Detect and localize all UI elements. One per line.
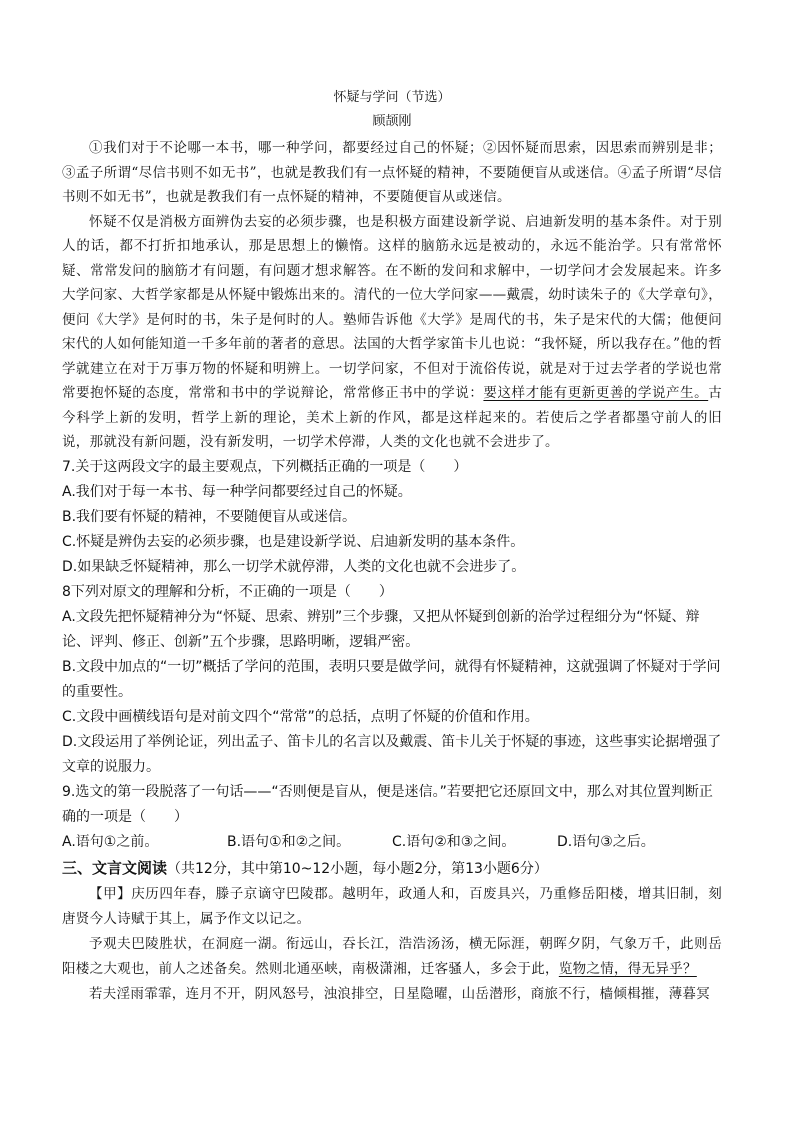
paragraph-2-text: 怀疑不仅是消极方面辨伪去妄的必须步骤，也是积极方面建设新学说、启迪新发明的基本条件。对于别人的话，都不打折扣地承认，那是思想上的懒惰。这样的脑筋永远是被动的，永远不能治学。只有常常怀疑、常常发问的脑筋才有问题，有问题才想求解答。在不断的发问和求解中，一切学问才会发展起来。许多大学问家、大哲学家都是从怀疑中锻炼出来的。清代的一位大学问家——戴震，幼时读朱子的《大学章句》，便问《大学》是何时的书，朱子是何时的人。塾师告诉他《大学》是周代的书，朱子是宋代的大儒；他便问宋代的人如何能知道一千多年前的著者的意思。法国的大哲学家笛卡儿也说：“我怀疑，所以我存在。”他的哲学就建立在对于万事万物的怀疑和明辨上。一切学问家，不但对于流俗传说，就是对于过去学者的学说也常常要抱怀疑的态度，常常和书中的学说辩论，常常修正书中的学说： <box>62 213 722 401</box>
section-heading <box>62 855 722 882</box>
question-8-stem: 8下列对原文的理解和分析，不正确的一项是（ ） <box>62 583 393 600</box>
question-8-option-c: C.文段中画横线语句是对前文四个“常常”的总括，点明了怀疑的价值和作用。 <box>62 708 539 725</box>
question-9-option-b: B.语句①和②之间。 <box>227 833 351 850</box>
classical-paragraph-2 <box>62 932 722 982</box>
classical-paragraph-2-text: 予观夫巴陵胜状，在洞庭一湖。衔远山，吞长江，浩浩汤汤，横无际涯，朝晖夕阴，气象万千，此则岳阳楼之大观也，前人之述备矣。然则北通巫峡，南极潇湘，迁客骚人，多会于此， <box>62 935 722 977</box>
question-9-option-c: C.语句②和③之间。 <box>392 833 516 850</box>
question-7-option-b: B.我们要有怀疑的精神，不要随便盲从或迷信。 <box>62 508 357 525</box>
question-8-option-d: D.文段运用了举例论证，列出孟子、笛卡儿的名言以及戴震、笛卡儿关于怀疑的事迹，这些事实论据增强了文章的说服力。 <box>62 733 722 775</box>
question-9-option-a: A.语句①之前。 <box>62 833 159 850</box>
question-8-option-a: A.文段先把怀疑精神分为“怀疑、思索、辨别”三个步骤，又把从怀疑到创新的治学过程细分为“怀疑、辩论、评判、修正、创新”五个步骤，思路明晰，逻辑严密。 <box>62 608 700 650</box>
passage-author: 顾颉刚 <box>372 114 412 129</box>
underlined-sentence: 要这样才能有更新更善的学说产生。 <box>483 385 709 401</box>
question-7-option-c: C.怀疑是辨伪去妄的必须步骤，也是建设新学说、启迪新发明的基本条件。 <box>62 533 525 550</box>
question-9-option-d: D.语句③之后。 <box>557 833 655 850</box>
passage-paragraph-1: ①我们对于不论哪一本书，哪一种学问，都要经过自己的怀疑；②因怀疑而思索，因思索而辨别是非；③孟子所谓“尽信书则不如无书”，也就是教我们有一点怀疑的精神，不要随便盲从或迷信。④孟子所谓“尽信书则不如无书”，也就是教我们有一点怀疑的精神，不要随便盲从或迷信。 <box>62 140 722 205</box>
question-9-options <box>62 830 722 855</box>
question-7-stem: 7.关于这两段文字的最主要观点，下列概括正确的一项是（ ） <box>62 458 468 475</box>
question-8-option-b: B.文段中加点的“一切”概括了学问的范围，表明只要是做学问，就得有怀疑精神，这就强调了怀疑对于学问的重要性。 <box>62 658 721 700</box>
question-9-stem: 9.选文的第一段脱落了一句话——“否则便是盲从，便是迷信。”若要把它还原回文中，那么对其位置判断正确的一项是（ ） <box>62 783 713 825</box>
classical-paragraph-3: 若夫淫雨霏霏，连月不开，阴风怒号，浊浪排空，日星隐曜，山岳潜形，商旅不行，樯倾楫摧，薄暮冥 <box>89 985 710 1002</box>
passage-paragraph-2 <box>62 210 722 455</box>
section-note: （共12分，其中第10~12小题，每小题2分，第13小题6分） <box>167 860 548 877</box>
document-page <box>62 88 722 1007</box>
paragraph-2-text-end: 古今科学上新的发明，哲学上新的理论，美术上新的作风，都是这样起来的。若使后之学者都墨守前人的旧说，那就没有新问题，没有新发明，一切学术停滞，人类的文化也就不会进步了。 <box>62 385 722 450</box>
section-title: 三、文言文阅读 <box>62 858 168 877</box>
classical-paragraph-1: 【甲】庆历四年春，滕子京谪守巴陵郡。越明年，政通人和，百废具兴，乃重修岳阳楼，增其旧制，刻唐贤今人诗赋于其上，属予作文以记之。 <box>62 885 722 927</box>
question-7-option-a: A.我们对于每一本书、每一种学问都要经过自己的怀疑。 <box>62 483 412 500</box>
question-7-option-d: D.如果缺乏怀疑精神，那么一切学术就停滞，人类的文化也就不会进步了。 <box>62 558 526 575</box>
passage-title: 怀疑与学问（节选） <box>333 90 451 105</box>
classical-underlined-sentence: 览物之情，得无异乎？ <box>558 960 697 977</box>
